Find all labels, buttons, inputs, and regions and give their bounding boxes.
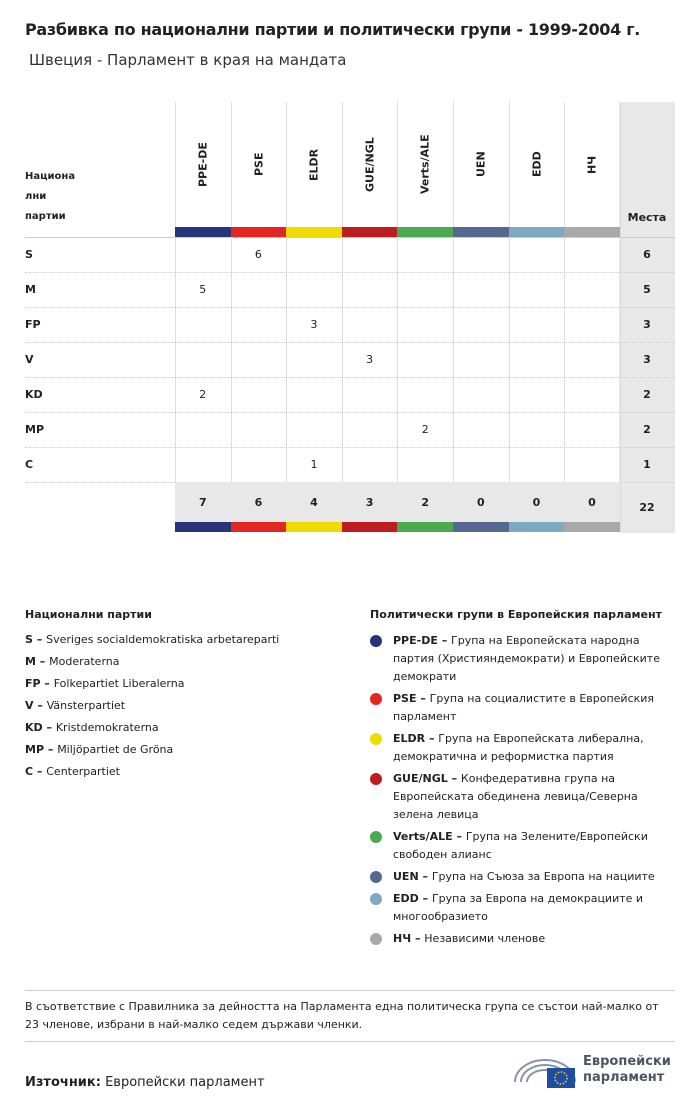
- group-color-bar-bottom: [342, 522, 398, 532]
- political-groups-heading: Политически групи в Европейския парламент: [370, 608, 662, 621]
- table-cell: 5: [199, 283, 207, 296]
- party-code: MP: [25, 743, 45, 756]
- group-color-bar-bottom: [509, 522, 565, 532]
- group-name: Независими членове: [424, 932, 546, 945]
- row-seats: 5: [643, 283, 651, 296]
- party-name: Sveriges socialdemokratiska arbetareparti: [46, 633, 280, 646]
- row-divider: [25, 377, 675, 378]
- row-divider: [25, 412, 675, 413]
- row-header: Национа лни партии: [25, 171, 76, 222]
- political-group-item: [370, 690, 675, 726]
- row-divider: [25, 447, 675, 448]
- group-code: PPE-DE: [393, 634, 438, 647]
- dash: –: [425, 732, 439, 745]
- group-name: Група на Зелените/Европейски свободен алианс: [393, 830, 648, 861]
- party-name: Vänsterpartiet: [46, 699, 126, 712]
- total-seats: 22: [639, 500, 655, 514]
- group-color-bar: [286, 227, 342, 237]
- national-party-item: [25, 743, 173, 756]
- dash: –: [33, 699, 47, 712]
- source-value: Европейски парламент: [105, 1075, 265, 1090]
- group-header-eldr: ELDR: [307, 148, 321, 181]
- dash: –: [32, 633, 47, 646]
- party-code: S: [25, 248, 33, 261]
- party-code: V: [25, 699, 34, 712]
- dash: –: [42, 721, 56, 734]
- page-subtitle: Швеция - Парламент в края на мандата: [29, 51, 347, 69]
- group-code: Verts/ALE: [393, 830, 453, 843]
- table-cell: 3: [310, 318, 318, 331]
- party-code: FP: [25, 318, 41, 331]
- group-name: Група на Европейската либерална, демократична и реформистка партия: [393, 732, 644, 763]
- dash: –: [35, 655, 50, 668]
- political-group-item: [370, 770, 675, 824]
- dash: –: [33, 765, 47, 778]
- row-seats: 3: [643, 353, 651, 366]
- group-color-dot-icon: [370, 933, 382, 945]
- table-cell: 2: [421, 423, 429, 436]
- source-label: Източник:: [25, 1075, 101, 1090]
- national-party-item: [25, 655, 119, 668]
- group-color-dot-icon: [370, 871, 382, 883]
- group-total: 6: [254, 495, 263, 509]
- group-color-dot-icon: [370, 635, 382, 647]
- row-seats: 3: [643, 318, 651, 331]
- party-name: Moderaterna: [49, 655, 120, 668]
- national-party-item: [25, 699, 125, 712]
- group-name: Група на Европейската народна партия (Християндемократи) и Европейските демократи: [393, 634, 660, 683]
- party-name: Folkepartiet Liberalerna: [53, 677, 185, 690]
- party-name: Kristdemokraterna: [55, 721, 159, 734]
- group-color-bar-bottom: [231, 522, 287, 532]
- party-code: KD: [25, 388, 43, 401]
- row-seats: 2: [643, 388, 651, 401]
- party-code: V: [25, 353, 34, 366]
- group-code: GUE/NGL: [393, 772, 448, 785]
- dash: –: [411, 932, 425, 945]
- political-group-item: [370, 890, 675, 926]
- dash: –: [44, 743, 58, 756]
- group-header-edd: EDD: [529, 151, 543, 178]
- row-seats: 6: [643, 248, 651, 261]
- group-color-bar: [231, 227, 287, 237]
- group-color-dot-icon: [370, 893, 382, 905]
- group-total: 3: [365, 495, 374, 509]
- dash: –: [452, 830, 466, 843]
- dash: –: [418, 870, 432, 883]
- group-total: 4: [310, 495, 318, 509]
- group-code: EDD: [393, 892, 419, 905]
- dash: –: [40, 677, 54, 690]
- logo-text: Европейски парламент: [583, 1054, 671, 1085]
- group-color-dot-icon: [370, 733, 382, 745]
- party-code: MP: [25, 423, 45, 436]
- national-parties-heading: Национални партии: [25, 608, 152, 621]
- national-party-item: [25, 721, 159, 734]
- dash: –: [437, 634, 452, 647]
- seats-table: [25, 102, 675, 533]
- group-header-verts/ale: Verts/ALE: [418, 134, 432, 195]
- group-color-bar: [175, 227, 231, 237]
- row-seats: 2: [643, 423, 651, 436]
- table-cell: 1: [310, 458, 318, 471]
- european-parliament-logo: [513, 1052, 675, 1090]
- group-total: 0: [476, 495, 485, 509]
- group-name: Група на Съюза за Европа на нациите: [431, 870, 655, 883]
- party-code: KD: [25, 721, 43, 734]
- group-code: ELDR: [393, 732, 426, 745]
- group-color-bar-bottom: [286, 522, 342, 532]
- national-party-item: [25, 677, 184, 690]
- group-header-gue/ngl: GUE/NGL: [363, 137, 377, 192]
- group-color-bar: [453, 227, 509, 237]
- group-color-dot-icon: [370, 831, 382, 843]
- group-name: Група за Европа на демокрациите и многообразието: [393, 892, 644, 923]
- party-code: M: [25, 283, 36, 296]
- group-color-bar-bottom: [175, 522, 231, 532]
- group-color-bar-bottom: [453, 522, 509, 532]
- group-header-uen: UEN: [474, 151, 488, 178]
- group-color-bar: [342, 227, 398, 237]
- footnote: В съответствие с Правилника за дейността на Парламента една политическа група се състои най-малко от 23 членове, избрани в най-малко седем държави членки.: [25, 990, 675, 1042]
- group-header-нч: НЧ: [585, 155, 599, 174]
- dash: –: [418, 892, 432, 905]
- group-code: UEN: [393, 870, 419, 883]
- party-code: C: [25, 458, 34, 471]
- party-name: Centerpartiet: [46, 765, 120, 778]
- group-color-dot-icon: [370, 773, 382, 785]
- political-group-item: [370, 730, 675, 766]
- group-color-bar-bottom: [397, 522, 453, 532]
- table-cell: 6: [254, 248, 262, 261]
- dash: –: [416, 692, 430, 705]
- national-party-item: [25, 633, 279, 646]
- group-name: Група на социалистите в Европейския парламент: [393, 692, 655, 723]
- dash: –: [447, 772, 461, 785]
- group-header-pse: PSE: [251, 152, 265, 177]
- row-seats: 1: [643, 458, 651, 471]
- group-total: 2: [421, 495, 430, 509]
- political-group-item: [370, 930, 675, 948]
- group-total: 7: [198, 495, 207, 509]
- seats-header: Места: [627, 210, 667, 224]
- table-cell: 3: [366, 353, 374, 366]
- party-name: Miljöpartiet de Gröna: [57, 743, 174, 756]
- group-name: Конфедеративна група на Европейската обединена левица/Северна зелена левица: [393, 772, 638, 821]
- source: [25, 1075, 265, 1090]
- group-color-bar: [509, 227, 565, 237]
- page-title: Разбивка по национални партии и политически групи - 1999-2004 г.: [25, 20, 641, 39]
- group-header-ppe-de: PPE-DE: [196, 142, 210, 187]
- row-divider: [25, 272, 675, 273]
- group-color-bar-bottom: [564, 522, 620, 532]
- group-color-bar: [564, 227, 620, 237]
- group-total: 0: [532, 495, 541, 509]
- group-color-dot-icon: [370, 693, 382, 705]
- header-divider: [25, 237, 675, 238]
- group-code: PSE: [393, 692, 417, 705]
- group-total: 0: [588, 495, 596, 509]
- political-group-item: [370, 632, 675, 686]
- table-cell: 2: [199, 388, 207, 401]
- party-code: C: [25, 765, 34, 778]
- row-divider: [25, 307, 675, 308]
- national-party-item: [25, 765, 120, 778]
- party-code: M: [25, 655, 36, 668]
- political-group-item: [370, 828, 675, 864]
- group-code: НЧ: [393, 932, 412, 945]
- parliament-emblem-icon: [513, 1052, 577, 1090]
- group-color-bar: [397, 227, 453, 237]
- political-group-item: [370, 868, 675, 886]
- party-code: FP: [25, 677, 41, 690]
- party-code: S: [25, 633, 33, 646]
